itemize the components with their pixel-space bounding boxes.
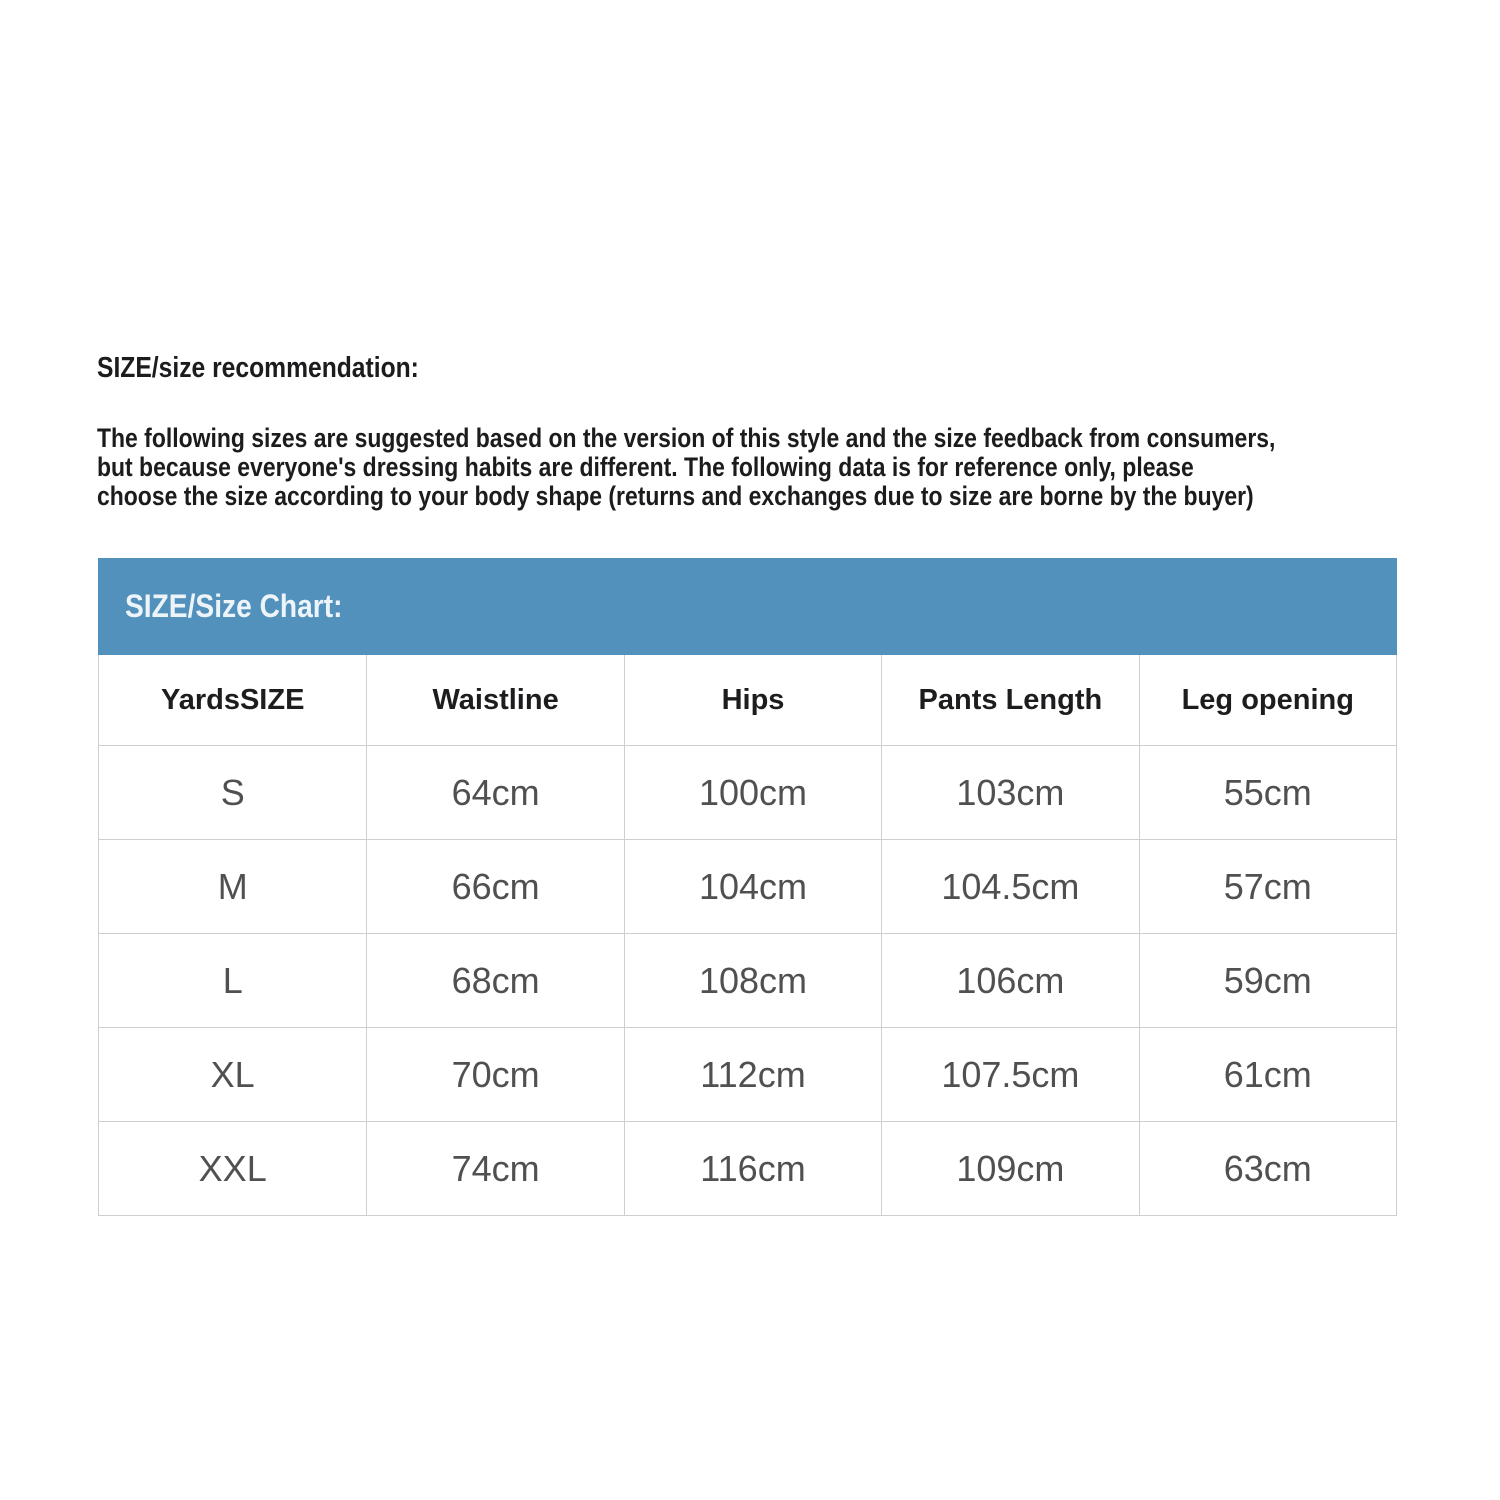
table-row-s — [99, 746, 1397, 840]
measurement-cell: 109cm — [882, 1122, 1139, 1216]
paragraph-line: choose the size according to your body shape (returns and exchanges due to size are borne by the buyer) — [97, 481, 1254, 511]
column-header-pants-length: Pants Length — [882, 655, 1139, 746]
measurement-cell: 104cm — [624, 840, 881, 934]
paragraph-line: The following sizes are suggested based on the version of this style and the size feedback from consumers, — [97, 423, 1276, 453]
measurement-cell: 108cm — [624, 934, 881, 1028]
measurement-cell: 74cm — [367, 1122, 624, 1216]
table-row-xxl — [99, 1122, 1397, 1216]
measurement-cell: 112cm — [624, 1028, 881, 1122]
paragraph-line: but because everyone's dressing habits are different. The following data is for reference only, please — [97, 452, 1194, 482]
column-header-waistline: Waistline — [367, 655, 624, 746]
table-row-m — [99, 840, 1397, 934]
column-header-yards-size: YardsSIZE — [99, 655, 367, 746]
measurement-cell: 104.5cm — [882, 840, 1139, 934]
table-row-l — [99, 934, 1397, 1028]
measurement-cell: 55cm — [1139, 746, 1396, 840]
measurement-cell: 57cm — [1139, 840, 1396, 934]
measurement-cell: 64cm — [367, 746, 624, 840]
measurement-cell: 107.5cm — [882, 1028, 1139, 1122]
measurement-cell: 116cm — [624, 1122, 881, 1216]
column-header-leg-opening: Leg opening — [1139, 655, 1396, 746]
column-header-hips: Hips — [624, 655, 881, 746]
size-recommendation-paragraph — [97, 424, 1275, 511]
measurement-cell: 61cm — [1139, 1028, 1396, 1122]
size-recommendation-heading: SIZE/size recommendation: — [97, 352, 419, 384]
table-row-xl — [99, 1028, 1397, 1122]
size-cell: M — [99, 840, 367, 934]
size-chart-title: SIZE/Size Chart: — [125, 588, 343, 624]
measurement-cell: 106cm — [882, 934, 1139, 1028]
size-chart-title-bar — [98, 558, 1397, 655]
size-chart-table — [98, 655, 1397, 1216]
size-cell: XL — [99, 1028, 367, 1122]
measurement-cell: 63cm — [1139, 1122, 1396, 1216]
measurement-cell: 103cm — [882, 746, 1139, 840]
size-cell: XXL — [99, 1122, 367, 1216]
size-cell: S — [99, 746, 367, 840]
measurement-cell: 59cm — [1139, 934, 1396, 1028]
size-cell: L — [99, 934, 367, 1028]
table-header-row — [99, 655, 1397, 746]
measurement-cell: 100cm — [624, 746, 881, 840]
measurement-cell: 66cm — [367, 840, 624, 934]
measurement-cell: 68cm — [367, 934, 624, 1028]
measurement-cell: 70cm — [367, 1028, 624, 1122]
